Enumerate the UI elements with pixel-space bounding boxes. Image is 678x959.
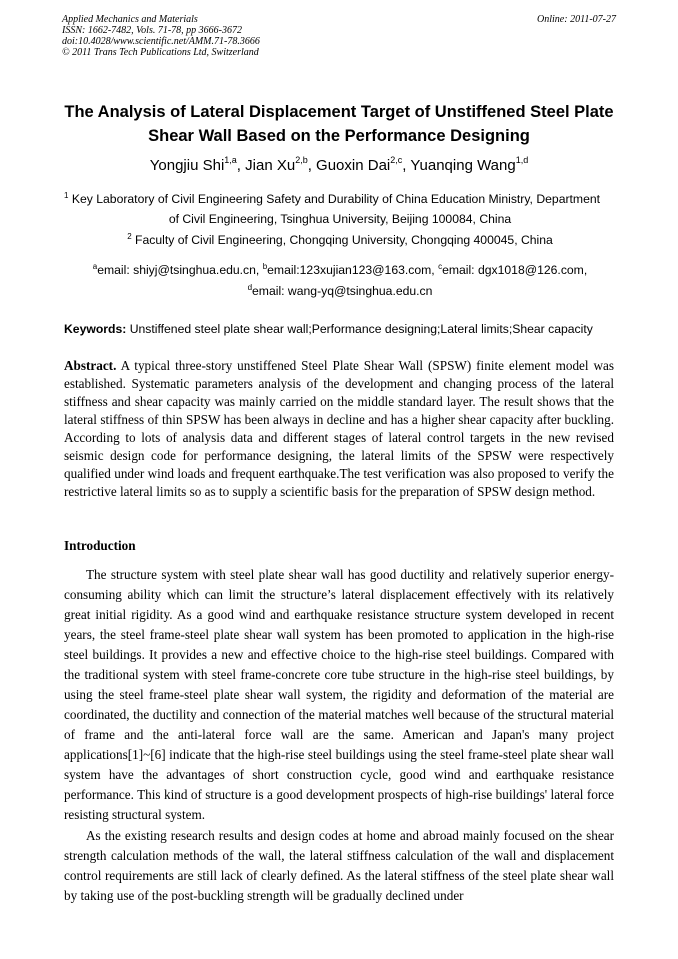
abstract-label: Abstract. <box>64 358 117 373</box>
section-heading-introduction: Introduction <box>64 538 136 553</box>
affiliation-1-line-2: of Civil Engineering, Tsinghua University, Beijing 100084, China <box>168 212 512 226</box>
email-c[interactable]: email: dgx1018@126.com, <box>442 263 588 277</box>
affiliation-2-text: Faculty of Civil Engineering, Chongqing University, Chongqing 400045, China <box>135 233 553 247</box>
author-separator: , <box>402 157 411 174</box>
title-line-2: Shear Wall Based on the Performance Designing <box>148 127 530 145</box>
author-sup: 2,c <box>390 155 403 165</box>
email-d[interactable]: email: wang-yq@tsinghua.edu.cn <box>252 284 433 298</box>
author-separator: , <box>307 157 317 174</box>
author-name: Guoxin Dai <box>316 157 391 174</box>
introduction-paragraph-2 <box>64 826 614 906</box>
author-name: Yuanqing Wang <box>410 157 516 174</box>
email-b[interactable]: email:123xujian123@163.com, <box>267 263 439 277</box>
author-sup: 1,a <box>224 155 237 165</box>
author-name: Jian Xu <box>245 157 296 174</box>
author-separator: , <box>236 157 246 174</box>
paper-title <box>40 100 638 148</box>
affiliation-2-sup: 2 <box>127 232 132 241</box>
journal-name: Applied Mechanics and Materials <box>62 14 198 25</box>
abstract <box>64 357 614 501</box>
paragraph-text: As the existing research results and design codes at home and abroad mainly focused on the shear strength calculation methods of the wall, the lateral stiffness calculation of the wall and displacement control requirements are still lack of clearly defined. As the lateral stiffness of the steel plate shear wall by taking use of the post-buckling strength will be gradually declined under <box>64 828 614 903</box>
keywords <box>64 320 624 338</box>
author-sup: 2,b <box>295 155 308 165</box>
copyright-line: © 2011 Trans Tech Publications Ltd, Switzerland <box>62 47 259 58</box>
email-b-sup: b <box>262 262 268 271</box>
email-a-sup: a <box>92 262 98 271</box>
affiliation-2 <box>64 230 616 250</box>
affiliation-1 <box>64 189 616 229</box>
abstract-text: A typical three-story unstiffened Steel Plate Shear Wall (SPSW) finite element model was established. Systematic parameters analysis of the development and changing process of the lateral stiffness and shear capacity was mainly carried on the middle standard layer. The result shows that the lateral stiffness of thin SPSW has been always in decline and has a higher shear capacity after buckling. According to lots of analysis data and different stages of lateral control targets in the new revised seismic design code for performance designing, the lateral limits of the SPSW were respectively qualified under wind loads and frequent earthquake.The test verification was also proposed to verify the restrictive lateral limits so as to supply a scientific basis for the preparation of SPSW design method. <box>64 358 614 499</box>
email-line-2 <box>64 281 616 302</box>
author-emails <box>64 260 616 302</box>
online-date: Online: 2011-07-27 <box>537 14 616 25</box>
author-sup: 1,d <box>515 155 529 165</box>
keywords-label: Keywords: <box>64 322 127 336</box>
paragraph-text: The structure system with steel plate shear wall has good ductility and relatively superior energy-consuming ability which can limit the structure’s lateral displacement effectively with its relatively great initial rigidity. As a good wind and earthquake resistance structure system developed in recent years, the steel frame-steel plate shear wall system has been promoted to application in the high-rise steel buildings. It provides a new and effective choice to the high-rise steel buildings. Compared with the traditional system with steel frame-concrete core tube structure in the high-rise steel buildings, by using the steel frame-steel plate shear wall system, the rigidity and deformation of the material are coordinated, the ductility and connection of the material matches well because of the structural material of frame and the anti-lateral force wall are the same. American and Japan's many project applications[1]~[6] indicate that the high-rise steel buildings using the steel frame-steel plate shear wall system have the advantages of short construction cycle, good wind and earthquake resistance performance. This kind of structure is a good development prospects of high-rise buildings' lateral force resisting structural system. <box>64 567 614 822</box>
affiliation-1-sup: 1 <box>64 191 69 200</box>
email-d-sup: d <box>247 283 253 292</box>
keywords-text: Unstiffened steel plate shear wall;Performance designing;Lateral limits;Shear capacity <box>126 322 593 336</box>
affiliation-1-line-1: Key Laboratory of Civil Engineering Safety and Durability of China Education Ministry, Department <box>71 192 601 206</box>
author-name: Yongjiu Shi <box>149 157 225 174</box>
email-c-sup: c <box>438 262 443 271</box>
introduction-paragraph-1 <box>64 565 614 825</box>
author-list <box>40 156 638 176</box>
title-line-1: The Analysis of Lateral Displacement Target of Unstiffened Steel Plate <box>64 103 614 121</box>
journal-metadata <box>62 14 616 58</box>
email-line-1 <box>64 260 616 281</box>
doi-line: doi:10.4028/www.scientific.net/AMM.71-78.3666 <box>62 36 260 47</box>
email-a[interactable]: email: shiyj@tsinghua.edu.cn, <box>97 263 263 277</box>
issn-line: ISSN: 1662-7482, Vols. 71-78, pp 3666-3672 <box>62 25 242 36</box>
